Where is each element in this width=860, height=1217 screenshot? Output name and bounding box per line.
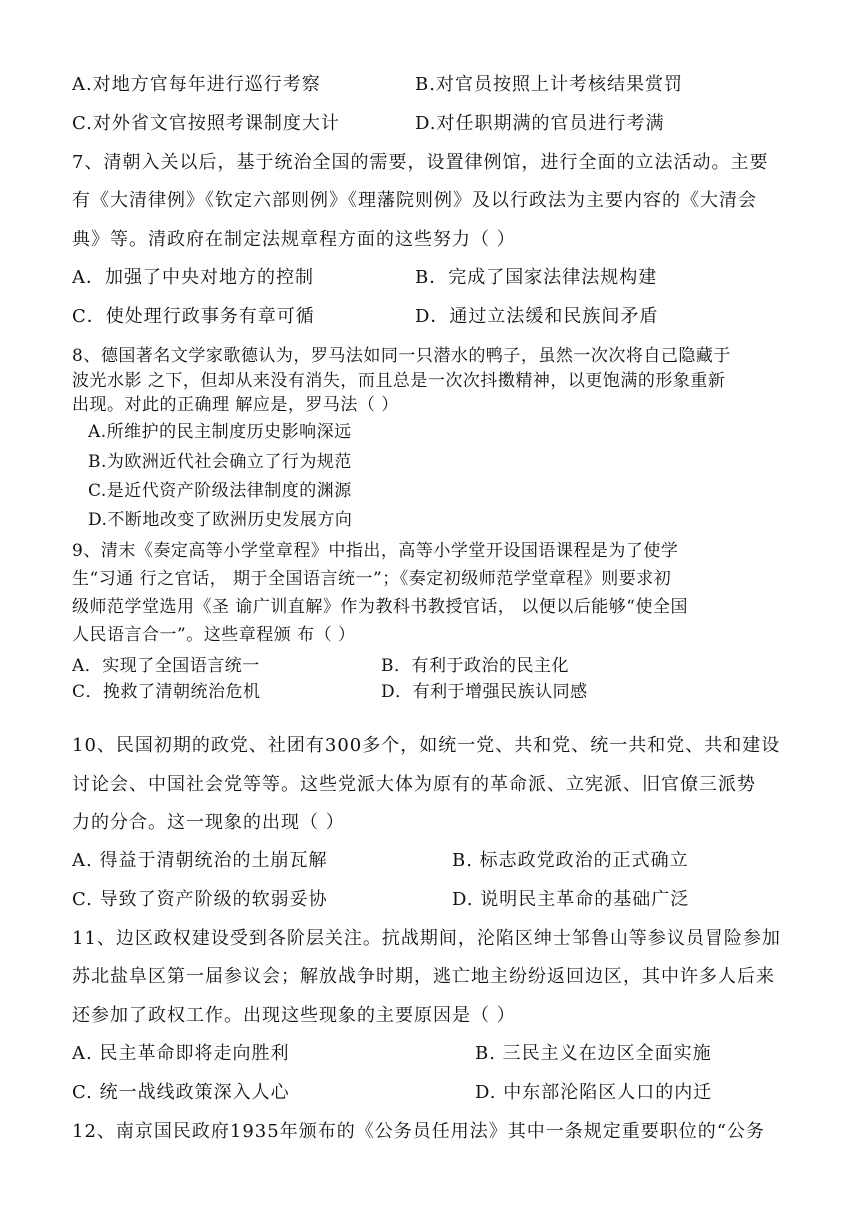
q6-option-b: B.对官员按照上计考核结果赏罚: [415, 74, 683, 95]
q7-stem-line3: 典》等。清政府在制定法规章程方面的这些努力（ ）: [72, 229, 516, 250]
q8-option-b: B.为欧洲近代社会确立了行为规范: [88, 452, 352, 472]
q10-stem-line1: 10、民国初期的政党、社团有300多个，如统一党、共和党、统一共和党、共和建设: [72, 735, 781, 756]
q10-option-d: D. 说明民主革命的基础广泛: [452, 889, 690, 910]
q8-option-d: D.不断地改变了欧洲历史发展方向: [88, 510, 353, 530]
q10-stem-line2: 讨论会、中国社会党等等。这些党派大体为原有的革命派、立宪派、旧官僚三派势: [72, 774, 756, 795]
q9-option-d: D．有利于增强民族认同感: [381, 682, 588, 702]
q8-option-a: A.所维护的民主制度历史影响深远: [88, 422, 352, 442]
q10-stem-line3: 力的分合。这一现象的出现（ ）: [72, 812, 345, 833]
q11-stem-line2: 苏北盐阜区第一届参议会；解放战争时期，逃亡地主纷纷返回边区，其中许多人后来: [72, 966, 775, 987]
q12-stem-line1: 12、南京国民政府1935年颁布的《公务员任用法》其中一条规定重要职位的“公务: [72, 1121, 765, 1142]
q7-option-c: C．使处理行政事务有章可循: [72, 306, 315, 327]
q8-stem-line2: 波光水影 之下，但却从来没有消失，而且总是一次次抖擞精神，以更饱满的形象重新: [72, 371, 726, 391]
q8-stem-line1: 8、德国著名文学家歌德认为，罗马法如同一只潜水的鸭子，虽然一次次将自己隐藏于: [72, 346, 731, 366]
q6-option-a: A.对地方官每年进行巡行考察: [72, 74, 321, 95]
q7-option-d: D．通过立法缓和民族间矛盾: [415, 306, 659, 327]
q9-option-b: B．有利于政治的民主化: [381, 656, 569, 676]
q11-option-a: A. 民主革命即将走向胜利: [72, 1043, 290, 1064]
q10-option-b: B. 标志政党政治的正式确立: [452, 850, 689, 871]
q9-option-a: A．实现了全国语言统一: [72, 656, 260, 676]
q11-option-b: B. 三民主义在边区全面实施: [475, 1043, 712, 1064]
q9-stem-line1: 9、清末《奏定高等小学堂章程》中指出，高等小学堂开设国语课程是为了使学: [72, 541, 679, 561]
q6-option-c: C.对外省文官按照考课制度大计: [72, 113, 340, 134]
q8-option-c: C.是近代资产阶级法律制度的渊源: [88, 481, 352, 501]
q9-option-c: C．挽救了清朝统治危机: [72, 682, 261, 702]
q9-stem-line2: 生“习通 行之官话， 期于全国语言统一”；《奏定初级师范学堂章程》则要求初: [72, 569, 672, 589]
q11-option-c: C. 统一战线政策深入人心: [72, 1082, 290, 1103]
q10-option-a: A. 得益于清朝统治的土崩瓦解: [72, 850, 328, 871]
q11-stem-line3: 还参加了政权工作。出现这些现象的主要原因是（ ）: [72, 1005, 516, 1026]
q6-option-d: D.对任职期满的官员进行考满: [415, 113, 665, 134]
q7-stem-line2: 有《大清律例》《钦定六部则例》《理藩院则例》及以行政法为主要内容的《大清会: [72, 190, 757, 211]
q7-stem-line1: 7、清朝入关以后，基于统治全国的需要，设置律例馆，进行全面的立法活动。主要: [72, 152, 769, 173]
q9-stem-line3: 级师范学堂选用《圣 谕广训直解》作为教科书教授官话， 以便以后能够“使全国: [72, 597, 688, 617]
q10-option-c: C. 导致了资产阶级的软弱妥协: [72, 889, 328, 910]
q7-option-b: B．完成了国家法律法规构建: [415, 267, 658, 288]
q8-stem-line3: 出现。对此的正确理 解应是，罗马法（ ）: [72, 395, 399, 415]
q11-option-d: D. 中东部沦陷区人口的内迁: [475, 1082, 713, 1103]
q7-option-a: A．加强了中央对地方的控制: [72, 267, 314, 288]
q11-stem-line1: 11、边区政权建设受到各阶层关注。抗战期间，沦陷区绅士邹鲁山等参议员冒险参加: [72, 928, 781, 949]
q9-stem-line4: 人民语言合一”。这些章程颁 布（ ）: [72, 625, 356, 645]
